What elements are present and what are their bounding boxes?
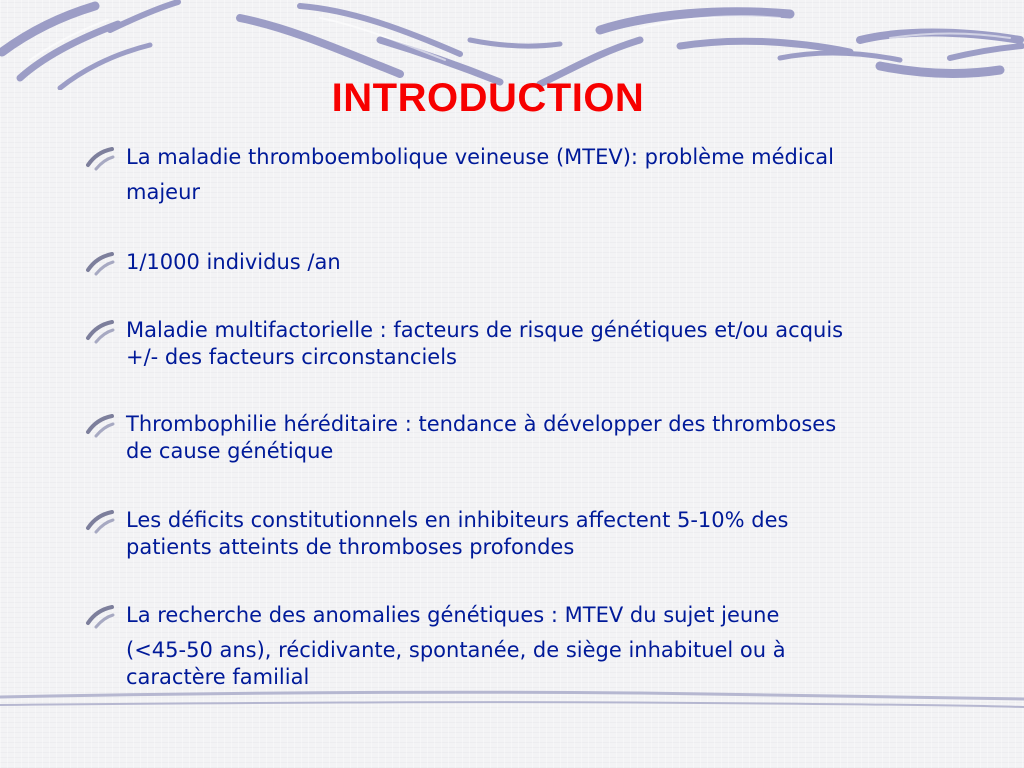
- quill-stroke-icon: [86, 320, 116, 344]
- bullet-text: [126, 602, 996, 691]
- bullet-line: La recherche des anomalies génétiques : MTEV du sujet jeune: [126, 603, 780, 627]
- bullet-text: [126, 144, 996, 206]
- quill-stroke-icon: [86, 147, 116, 171]
- bullet-line: +/- des facteurs circonstanciels: [126, 345, 457, 369]
- quill-stroke-icon: [86, 252, 116, 276]
- quill-stroke-icon: [86, 414, 116, 438]
- bullet-line: Les déficits constitutionnels en inhibiteurs affectent 5-10% des: [126, 508, 789, 532]
- quill-stroke-icon: [86, 510, 116, 534]
- slide-title: INTRODUCTION: [331, 76, 645, 120]
- bullet-text: [126, 411, 996, 465]
- bottom-brush-stroke-decoration: [0, 685, 1024, 715]
- bullet-line: majeur: [126, 180, 201, 204]
- bullet-line: La maladie thromboembolique veineuse (MTEV): problème médical: [126, 145, 834, 169]
- bullet-line: Maladie multifactorielle : facteurs de risque génétiques et/ou acquis: [126, 318, 844, 342]
- bullet-line: de cause génétique: [126, 439, 334, 463]
- bullet-text: [126, 317, 996, 371]
- bullet-line: caractère familial: [126, 665, 310, 689]
- bullet-line: Thrombophilie héréditaire : tendance à développer des thromboses: [126, 412, 837, 436]
- quill-stroke-icon: [86, 605, 116, 629]
- bullet-text: [126, 507, 996, 561]
- bullet-line: (<45-50 ans), récidivante, spontanée, de siège inhabituel ou à: [126, 638, 786, 662]
- bullet-text: [126, 249, 996, 276]
- bullet-line: patients atteints de thromboses profondes: [126, 535, 575, 559]
- bullet-line: 1/1000 individus /an: [126, 250, 341, 274]
